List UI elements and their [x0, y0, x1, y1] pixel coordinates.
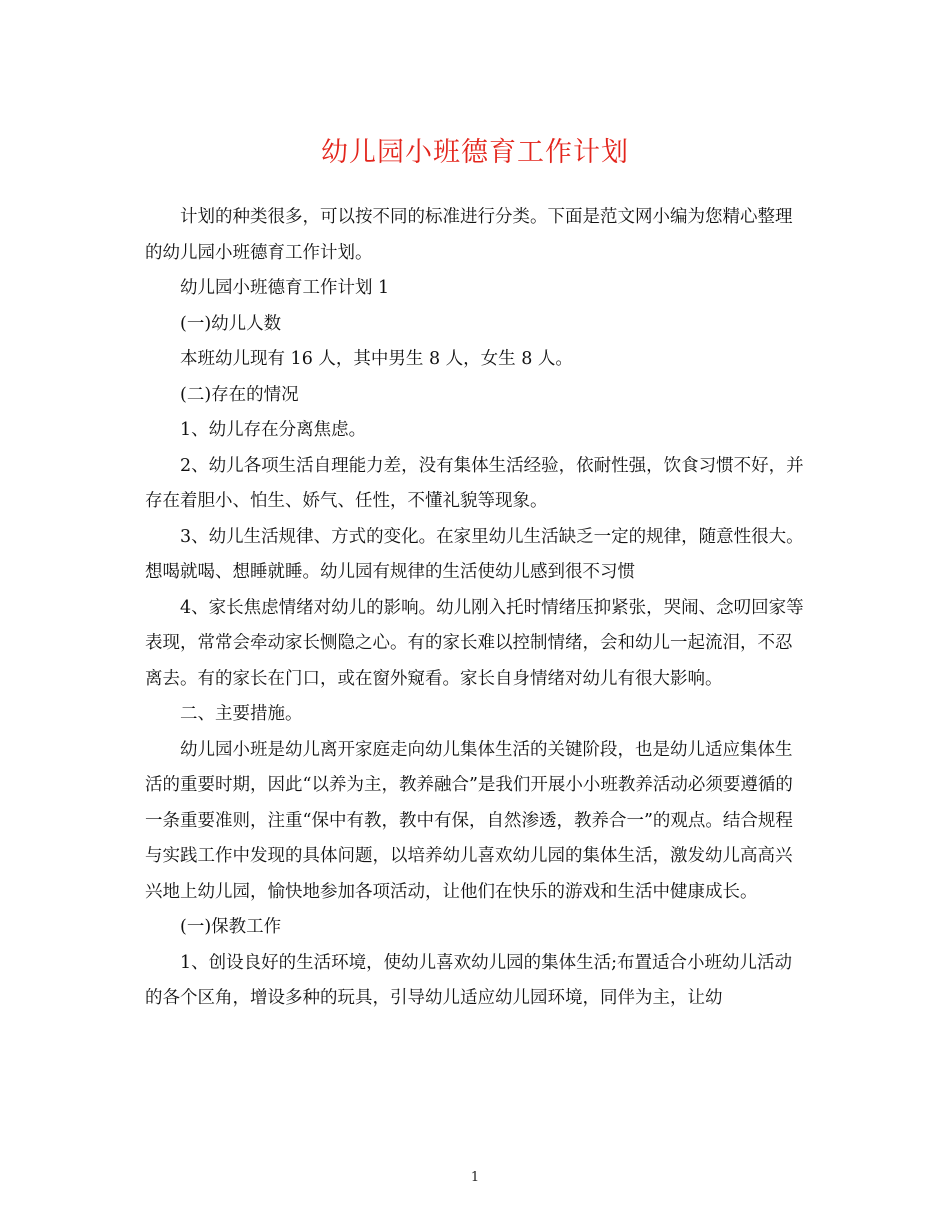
page-number: 1 — [470, 1170, 480, 1185]
paragraph-children-count: 本班幼儿现有 16 人，其中男生 8 人，女生 8 人。 — [180, 349, 573, 369]
paragraph-section-measures: 二、主要措施。 — [180, 704, 303, 724]
paragraph-intro: 计划的种类很多，可以按不同的标准进行分类。下面是范文网小编为您精心整理的幼儿园小班德育工作计划。 — [145, 207, 793, 263]
paragraph-care-education-1: 1、创设良好的生活环境，使幼儿喜欢幼儿园的集体生活;布置适合小班幼儿活动的各个区角，增设多种的玩具，引导幼儿适应幼儿园环境，同伴为主，让幼 — [145, 952, 793, 1008]
paragraph-section-situation: (二)存在的情况 — [180, 384, 299, 405]
paragraph-section-care-education: (一)保教工作 — [180, 917, 282, 937]
document-body — [145, 200, 805, 1017]
paragraph-situation-2: 2、幼儿各项生活自理能力差，没有集体生活经验，依耐性强，饮食习惯不好，并存在着胆小、怕生、娇气、任性，不懂礼貌等现象。 — [145, 455, 804, 511]
paragraph-situation-3: 3、幼儿生活规律、方式的变化。在家里幼儿生活缺乏一定的规律，随意性很大。想喝就喝、想睡就睡。幼儿园有规律的生活使幼儿感到很不习惯 — [145, 526, 804, 582]
paragraph-plan-heading: 幼儿园小班德育工作计划 1 — [180, 278, 390, 298]
paragraph-section-children-count: (一)幼儿人数 — [180, 313, 282, 334]
document-title: 幼儿园小班德育工作计划 — [321, 137, 629, 168]
paragraph-measures-body: 幼儿园小班是幼儿离开家庭走向幼儿集体生活的关键阶段，也是幼儿适应集体生活的重要时期，因此“以养为主，教养融合”是我们开展小小班教养活动必须要遵循的一条重要准则，注重“保中有教，教中有保，自然渗透，教养合一”的观点。结合规程与实践工作中发现的具体问题，以培养幼儿喜欢幼儿园的集体生活，激发幼儿高高兴兴地上幼儿园，愉快地参加各项活动，让他们在快乐的游戏和生活中健康成长。 — [145, 739, 793, 902]
paragraph-situation-4: 4、家长焦虑情绪对幼儿的影响。幼儿刚入托时情绪压抑紧张，哭闹、念叨回家等表现，常常会牵动家长恻隐之心。有的家长难以控制情绪，会和幼儿一起流泪，不忍离去。有的家长在门口，或在窗外窥看。家长自身情绪对幼儿有很大影响。 — [145, 597, 804, 689]
paragraph-situation-1: 1、幼儿存在分离焦虑。 — [180, 420, 367, 440]
